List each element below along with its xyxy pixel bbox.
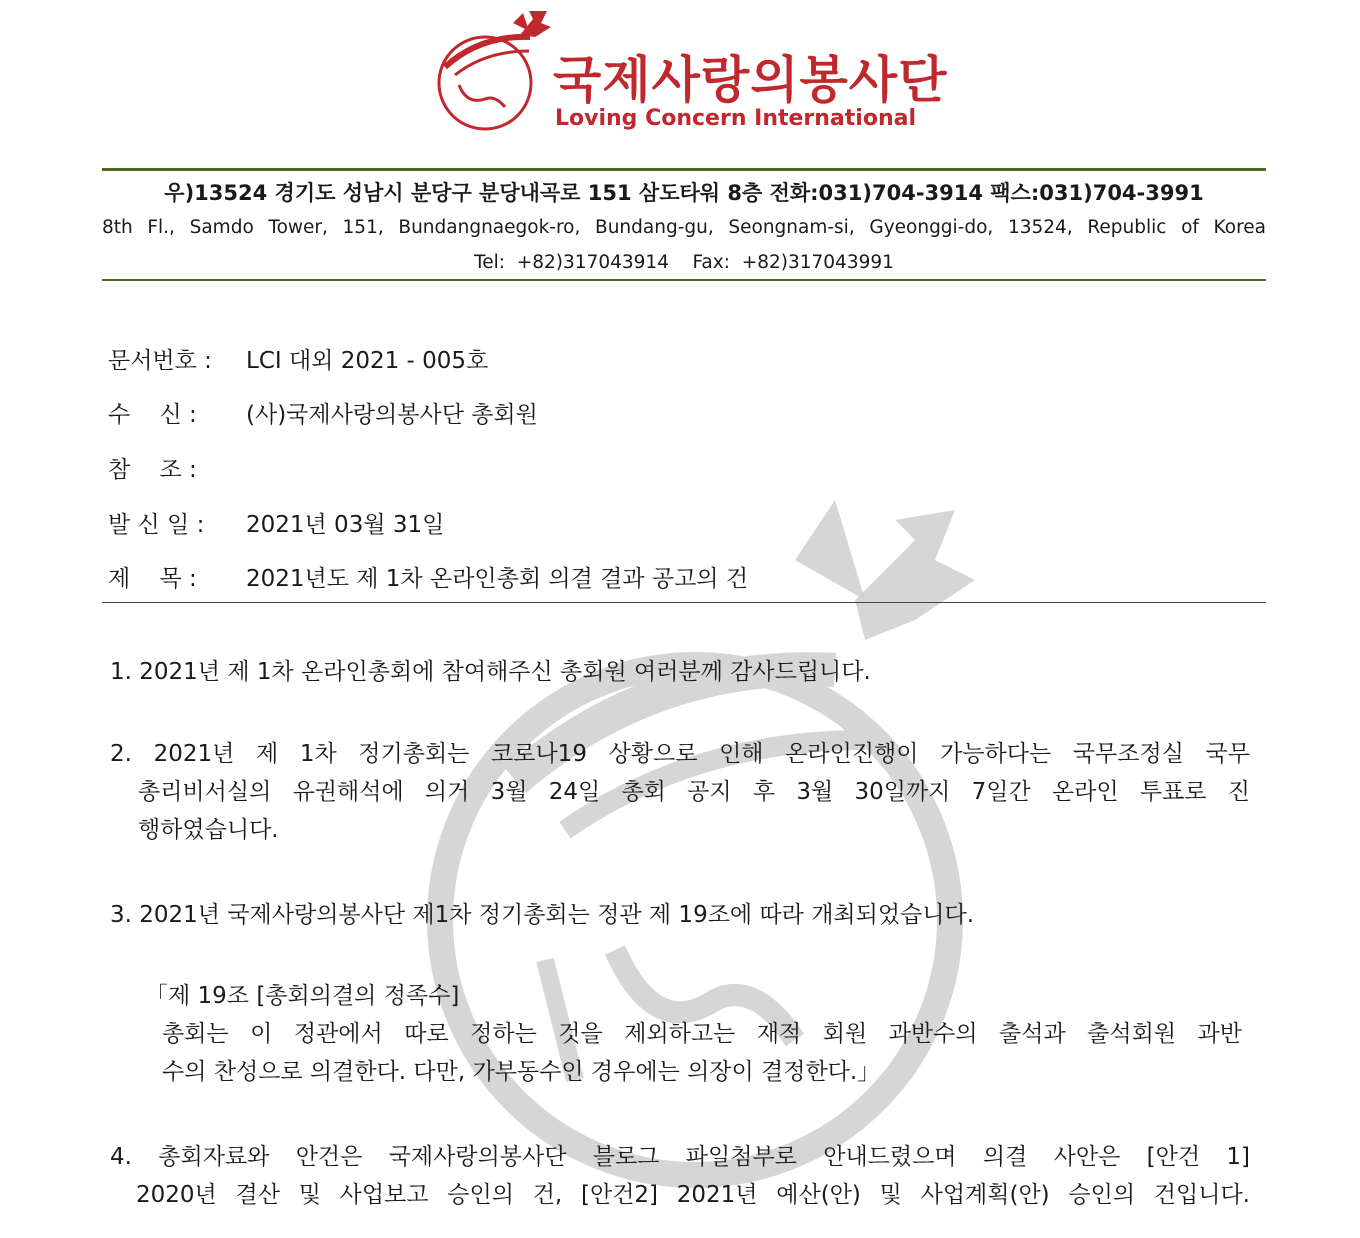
paragraph-4-line-2: 2020년 결산 및 사업보고 승인의 건, [안건2] 2021년 예산(안) 및 사업계획(안) 승인의 건입니다. [136,1182,1250,1208]
date-value: 2021년 03월 31일 [246,512,445,538]
address-english: 8th Fl., Samdo Tower, 151, Bundangnaegok-ro, Bundang-gu, Seongnam-si, Gyeonggi-do, 13524, Republic of Korea [102,217,1266,238]
tel-fax-english: Tel: +82)317043914 Fax: +82)317043991 [474,252,894,273]
paragraph-2 [110,735,1250,849]
paragraph-1-text: 1. 2021년 제 1차 온라인총회에 참여해주신 총회원 여러분께 감사드립니다. [110,659,871,685]
paragraph-1 [110,653,871,691]
org-name-english: Loving Concern International [555,106,917,131]
meta-divider [102,602,1266,603]
paragraph-4 [110,1138,1250,1214]
subject-label: 제 목 : [108,566,197,592]
date-label: 발 신 일 : [108,512,205,538]
bylaw-quote-line-1: 총회는 이 정관에서 따로 정하는 것을 제외하고는 재적 회원 과반수의 출석과 출석회원 과반 [162,1021,1242,1047]
paragraph-3-text: 3. 2021년 국제사랑의봉사단 제1차 정기총회는 정관 제 19조에 따라 개최되었습니다. [110,902,975,928]
bylaw-quote [145,977,1242,1091]
cc-label: 참 조 : [108,457,197,483]
bylaw-quote-line-2: 수의 찬성으로 의결한다. 다만, 가부동수인 경우에는 의장이 결정한다.」 [162,1059,881,1085]
recipient-label: 수 신 : [108,402,197,428]
address-korean: 우)13524 경기도 성남시 분당구 분당내곡로 151 삼도타워 8층 전화:031)704-3914 팩스:031)704-3991 [164,181,1204,205]
paragraph-2-line-3: 행하였습니다. [138,817,279,843]
recipient-value: (사)국제사랑의봉사단 총회원 [246,402,538,428]
org-logo-icon [425,5,555,135]
paragraph-4-line-1: 4. 총회자료와 안건은 국제사랑의봉사단 블로그 파일첨부로 안내드렸으며 의결 사안은 [안건 1] [110,1144,1250,1170]
paragraph-2-line-2: 총리비서실의 유권해석에 의거 3월 24일 총회 공지 후 3월 30일까지 7일간 온라인 투표로 진 [138,779,1250,805]
subject-value: 2021년도 제 1차 온라인총회 의결 결과 공고의 건 [246,566,749,592]
org-name-korean: 국제사랑의봉사단 [553,51,948,109]
doc-number-value: LCI 대외 2021 - 005호 [246,348,489,374]
paragraph-3 [110,896,974,934]
header-divider-top [102,168,1266,171]
paragraph-2-line-1: 2. 2021년 제 1차 정기총회는 코로나19 상황으로 인해 온라인진행이 가능하다는 국무조정실 국무 [110,741,1250,767]
doc-number-label: 문서번호 : [108,348,212,374]
header-divider-bottom [102,279,1266,281]
bylaw-quote-title: 「제 19조 [총회의결의 정족수] [145,983,460,1009]
